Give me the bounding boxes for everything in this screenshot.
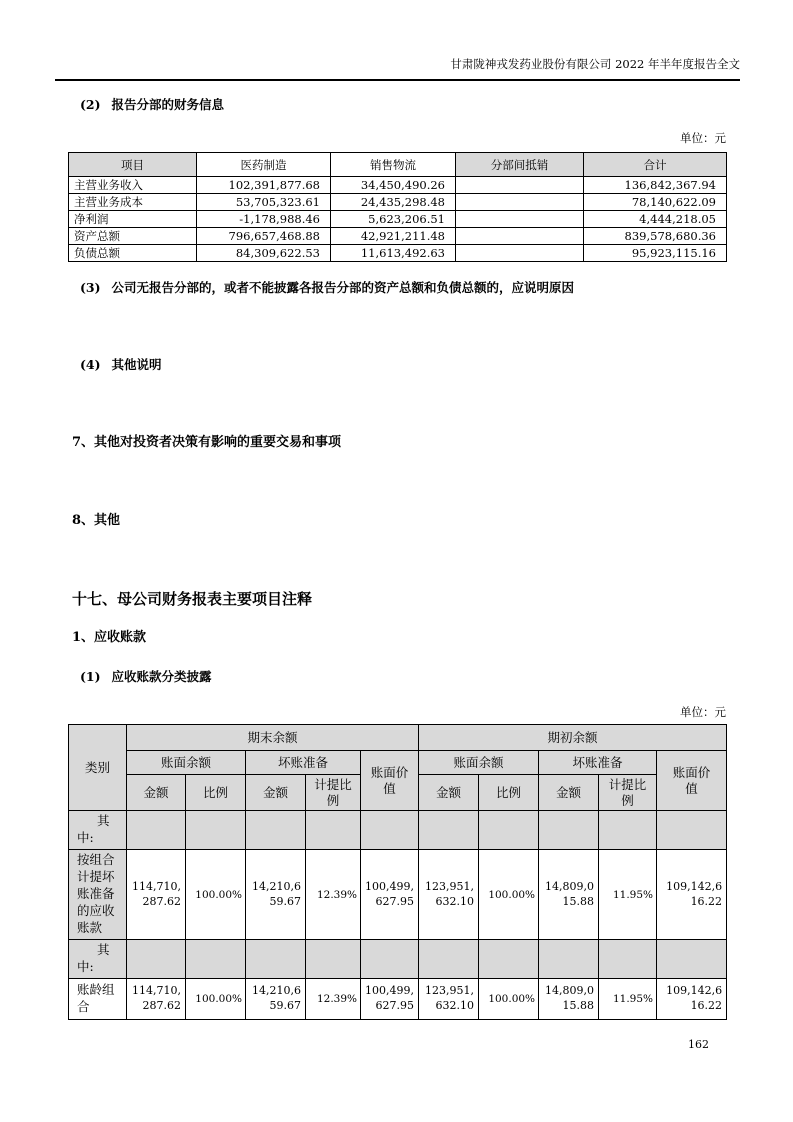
heading-text: 公司无报告分部的，或者不能披露各报告分部的资产总额和负债总额的，应说明原因	[111, 280, 575, 296]
leaf-header-amount: 金额	[539, 775, 599, 811]
table-row	[69, 177, 727, 194]
cell-value: 100,499,627.95	[361, 978, 419, 1019]
heading-number: (4)	[80, 357, 101, 373]
cell-value	[186, 940, 246, 979]
cell-value: 14,809,015.88	[539, 850, 599, 940]
cell-value	[456, 211, 584, 228]
cell-value: 42,921,211.48	[331, 228, 456, 245]
cell-value: 109,142,616.22	[657, 978, 727, 1019]
table-row	[69, 194, 727, 211]
cell-value: 123,951,632.10	[419, 850, 479, 940]
cell-value	[539, 940, 599, 979]
receivables-classification-table	[68, 724, 727, 1020]
heading-segment-financial-info	[68, 97, 726, 113]
cell-value	[419, 811, 479, 850]
cell-value	[127, 940, 186, 979]
heading-other: 8、其他	[72, 512, 121, 528]
cell-value	[479, 811, 539, 850]
document-header-title: 甘肃陇神戎发药业股份有限公司 2022 年半年度报告全文	[450, 57, 740, 71]
cell-value	[186, 811, 246, 850]
cell-value: 14,210,659.67	[246, 850, 306, 940]
leaf-header-provision-ratio: 计提比例	[306, 775, 361, 811]
cell-value	[456, 228, 584, 245]
leaf-header-amount: 金额	[127, 775, 186, 811]
leaf-header-amount: 金额	[246, 775, 306, 811]
table-row	[69, 245, 727, 262]
cell-value: 5,623,206.51	[331, 211, 456, 228]
cell-value	[246, 940, 306, 979]
cell-value: 839,578,680.36	[584, 228, 727, 245]
row-label: 其中:	[69, 811, 127, 850]
col-header-category: 类别	[69, 725, 127, 811]
heading-text: 其他说明	[111, 357, 162, 373]
heading-text: 应收账款分类披露	[111, 668, 212, 684]
cell-value: 136,842,367.94	[584, 177, 727, 194]
heading-ar-classification	[68, 669, 726, 685]
cell-value: 95,923,115.16	[584, 245, 727, 262]
col-header-elimination: 分部间抵销	[456, 153, 584, 177]
leaf-header-ratio: 比例	[186, 775, 246, 811]
col-header-logistics: 销售物流	[331, 153, 456, 177]
heading-text: 报告分部的财务信息	[111, 97, 225, 112]
leaf-header-provision-ratio: 计提比例	[599, 775, 657, 811]
table-header-row	[69, 725, 727, 751]
cell-value	[361, 811, 419, 850]
group-header-beginning-balance: 期初余额	[419, 725, 727, 751]
table-row	[69, 228, 727, 245]
col-header-pharma: 医药制造	[197, 153, 331, 177]
table-row-aging-portfolio	[69, 978, 727, 1019]
page-number: 162	[688, 1038, 709, 1051]
row-label: 其中:	[69, 940, 127, 979]
heading-parent-company-notes: 十七、母公司财务报表主要项目注释	[72, 590, 313, 609]
row-label: 净利润	[69, 211, 197, 228]
col-header-item: 项目	[69, 153, 197, 177]
cell-value: 12.39%	[306, 978, 361, 1019]
cell-value: 114,710,287.62	[127, 978, 186, 1019]
cell-value	[599, 940, 657, 979]
group-header-ending-balance: 期末余额	[127, 725, 419, 751]
row-label: 主营业务成本	[69, 194, 197, 211]
cell-value	[127, 811, 186, 850]
cell-value	[456, 177, 584, 194]
heading-number: (1)	[80, 668, 101, 684]
cell-value	[306, 811, 361, 850]
table-row-among-which	[69, 940, 727, 979]
subheader-carrying-value: 账面价值	[361, 751, 419, 811]
cell-value: -1,178,988.46	[197, 211, 331, 228]
cell-value	[246, 811, 306, 850]
subheader-bad-debt-provision: 坏账准备	[246, 751, 361, 775]
cell-value: 34,450,490.26	[331, 177, 456, 194]
cell-value: 114,710,287.62	[127, 850, 186, 940]
row-label: 按组合计提坏账准备的应收账款	[69, 850, 127, 940]
segment-financial-table	[68, 152, 727, 262]
subheader-bad-debt-provision: 坏账准备	[539, 751, 657, 775]
cell-value: 109,142,616.22	[657, 850, 727, 940]
cell-value: 100.00%	[479, 978, 539, 1019]
leaf-header-amount: 金额	[419, 775, 479, 811]
cell-value	[419, 940, 479, 979]
cell-value: 78,140,622.09	[584, 194, 727, 211]
cell-value: 102,391,877.68	[197, 177, 331, 194]
cell-value	[456, 245, 584, 262]
cell-value: 14,210,659.67	[246, 978, 306, 1019]
row-label: 账龄组合	[69, 978, 127, 1019]
cell-value	[657, 940, 727, 979]
row-label: 资产总额	[69, 228, 197, 245]
cell-value: 12.39%	[306, 850, 361, 940]
cell-value: 14,809,015.88	[539, 978, 599, 1019]
cell-value: 84,309,622.53	[197, 245, 331, 262]
cell-value: 100.00%	[186, 850, 246, 940]
unit-label-2: 单位：元	[680, 705, 726, 720]
unit-label-1: 单位：元	[680, 131, 726, 146]
cell-value	[306, 940, 361, 979]
heading-accounts-receivable: 1、应收账款	[72, 629, 147, 645]
table-header-row	[69, 751, 727, 775]
table-row-among-which	[69, 811, 727, 850]
heading-number: (3)	[80, 280, 101, 296]
cell-value: 100,499,627.95	[361, 850, 419, 940]
page-content	[68, 90, 726, 1020]
cell-value: 53,705,323.61	[197, 194, 331, 211]
heading-other-notes	[68, 357, 726, 373]
table-row-portfolio-provision	[69, 850, 727, 940]
heading-important-transactions: 7、其他对投资者决策有影响的重要交易和事项	[72, 434, 342, 450]
cell-value	[456, 194, 584, 211]
cell-value	[657, 811, 727, 850]
cell-value	[539, 811, 599, 850]
cell-value: 11.95%	[599, 978, 657, 1019]
cell-value: 796,657,468.88	[197, 228, 331, 245]
cell-value: 24,435,298.48	[331, 194, 456, 211]
row-label: 负债总额	[69, 245, 197, 262]
cell-value: 100.00%	[479, 850, 539, 940]
cell-value	[479, 940, 539, 979]
subheader-carrying-value: 账面价值	[657, 751, 727, 811]
cell-value	[361, 940, 419, 979]
document-header	[55, 56, 740, 81]
table-row	[69, 211, 727, 228]
subheader-book-balance: 账面余额	[127, 751, 246, 775]
heading-number: (2)	[80, 97, 101, 112]
table-header-row	[69, 153, 727, 177]
cell-value: 100.00%	[186, 978, 246, 1019]
subheader-book-balance: 账面余额	[419, 751, 539, 775]
cell-value: 11,613,492.63	[331, 245, 456, 262]
cell-value: 123,951,632.10	[419, 978, 479, 1019]
row-label: 主营业务收入	[69, 177, 197, 194]
cell-value: 11.95%	[599, 850, 657, 940]
heading-no-segment-disclosure	[68, 280, 726, 296]
cell-value	[599, 811, 657, 850]
leaf-header-ratio: 比例	[479, 775, 539, 811]
col-header-total: 合计	[584, 153, 727, 177]
cell-value: 4,444,218.05	[584, 211, 727, 228]
